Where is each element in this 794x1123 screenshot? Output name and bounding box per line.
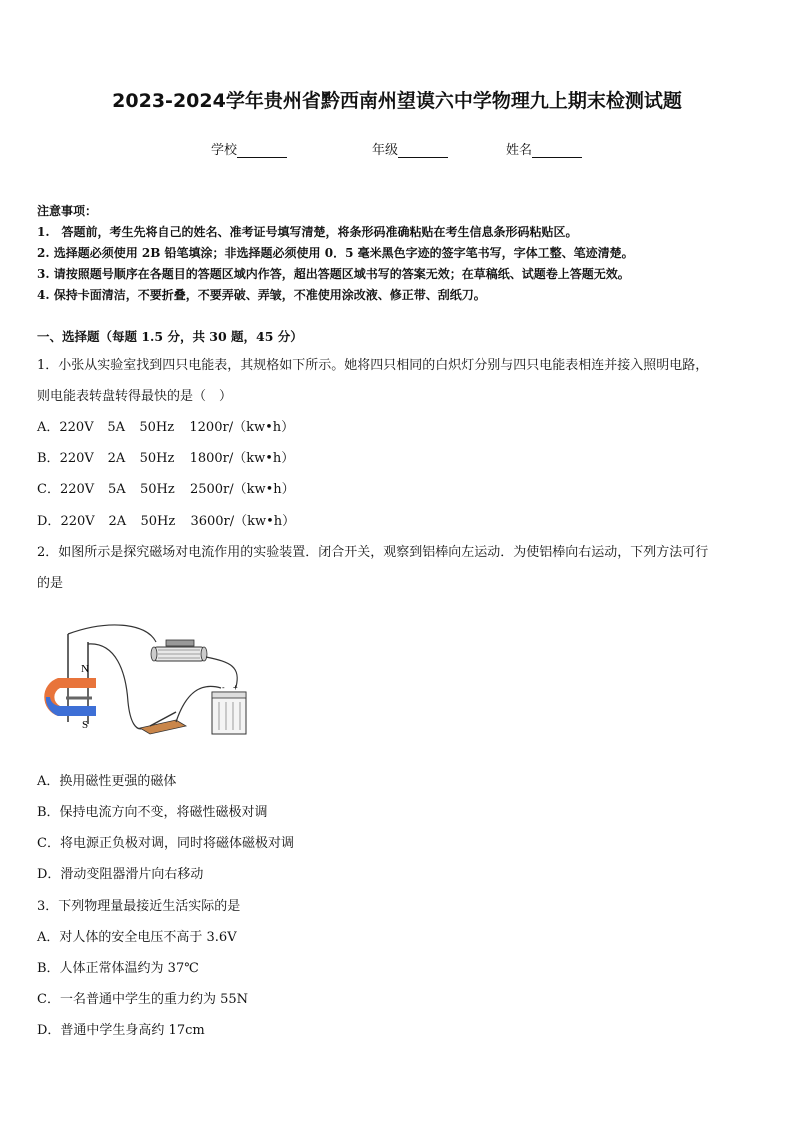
note-item: 3. 请按照题号顺序在各题目的答题区域内作答，超出答题区域书写的答案无效；在草稿纸、试题卷上答题无效。 (37, 267, 630, 281)
option-voltage: 220V (59, 451, 94, 466)
option-frequency: 50Hz (139, 451, 175, 466)
note-item: 4. 保持卡面清洁，不要折叠，不要弄破、弄皱，不准使用涂改液、修正带、刮纸刀。 (37, 288, 486, 302)
option-letter: D． (37, 514, 61, 529)
battery-plus-label: + (233, 683, 238, 692)
name-field[interactable] (506, 139, 582, 158)
name-blank[interactable] (532, 143, 582, 158)
option-letter: B． (37, 451, 60, 466)
option-revolutions: 1200r/（kw•h） (189, 420, 295, 435)
option-current: 2A (108, 514, 127, 529)
q1-option-c[interactable] (37, 478, 295, 497)
note-item: 2. 选择题必须使用 2B 铅笔填涂；非选择题必须使用 0．5 毫米黑色字迹的签字笔书写，字体工整、笔迹清楚。 (37, 246, 634, 260)
q2-stem: 2．如图所示是探究磁场对电流作用的实验装置．闭合开关，观察到铝棒向左运动．为使铝棒向右运动，下列方法可行 (37, 545, 709, 560)
battery (212, 692, 246, 734)
school-label: 学校 (211, 143, 238, 158)
q1-stem-cont: 则电能表转盘转得最快的是（ ） (37, 389, 233, 404)
q3-option-a[interactable]: A．对人体的安全电压不高于 3.6V (37, 930, 237, 945)
q2-option-a[interactable]: A．换用磁性更强的磁体 (37, 774, 177, 789)
option-current: 2A (107, 451, 126, 466)
grade-blank[interactable] (398, 143, 448, 158)
option-letter: C． (37, 482, 60, 497)
q1-option-a[interactable] (37, 416, 294, 435)
option-frequency: 50Hz (139, 420, 175, 435)
grade-label: 年级 (372, 143, 399, 158)
south-label: S (82, 719, 89, 731)
option-current: 5A (107, 420, 126, 435)
q2-option-d[interactable]: D．滑动变阻器滑片向右移动 (37, 867, 204, 882)
rheostat (151, 640, 207, 661)
option-revolutions: 3600r/（kw•h） (190, 514, 296, 529)
q1-option-b[interactable] (37, 447, 294, 466)
q1-stem: 1．小张从实验室找到四只电能表，其规格如下所示。她将四只相同的白炽灯分别与四只电能表相连并接入照明电路， (37, 358, 709, 373)
wire-to-switch (88, 644, 144, 729)
option-letter: A． (37, 420, 60, 435)
q2-option-c[interactable]: C．将电源正负极对调，同时将磁体磁极对调 (37, 836, 294, 851)
option-voltage: 220V (60, 514, 95, 529)
battery-minus-label: - (222, 683, 225, 692)
note-item: 1. 答题前，考生先将自己的姓名、准考证号填写清楚，将条形码准确粘贴在考生信息条形码粘贴区。 (37, 225, 578, 239)
option-revolutions: 2500r/（kw•h） (189, 482, 295, 497)
q3-stem: 3．下列物理量最接近生活实际的是 (37, 899, 241, 914)
circuit-figure (36, 612, 266, 742)
q1-option-d[interactable] (37, 510, 295, 529)
section-heading: 一、选择题（每题 1.5 分，共 30 题，45 分） (37, 329, 303, 344)
q3-option-c[interactable]: C．一名普通中学生的重力约为 55N (37, 992, 248, 1007)
wire-top (68, 625, 156, 642)
option-voltage: 220V (59, 482, 95, 497)
notes-heading: 注意事项： (37, 204, 98, 218)
option-frequency: 50Hz (139, 482, 175, 497)
option-voltage: 220V (59, 420, 94, 435)
option-frequency: 50Hz (140, 514, 176, 529)
north-label: N (81, 663, 89, 675)
grade-field[interactable] (372, 139, 448, 158)
q2-stem-cont: 的是 (37, 576, 64, 591)
school-blank[interactable] (237, 143, 287, 158)
q3-option-d[interactable]: D．普通中学生身高约 17cm (37, 1023, 205, 1038)
option-revolutions: 1800r/（kw•h） (189, 451, 295, 466)
name-label: 姓名 (506, 143, 533, 158)
page-title: 2023-2024学年贵州省黔西南州望谟六中学物理九上期末检测试题 (112, 90, 682, 112)
q2-option-b[interactable]: B．保持电流方向不变，将磁性磁极对调 (37, 805, 268, 820)
q3-option-b[interactable]: B．人体正常体温约为 37℃ (37, 961, 199, 976)
school-field[interactable] (211, 139, 287, 158)
option-current: 5A (107, 482, 126, 497)
